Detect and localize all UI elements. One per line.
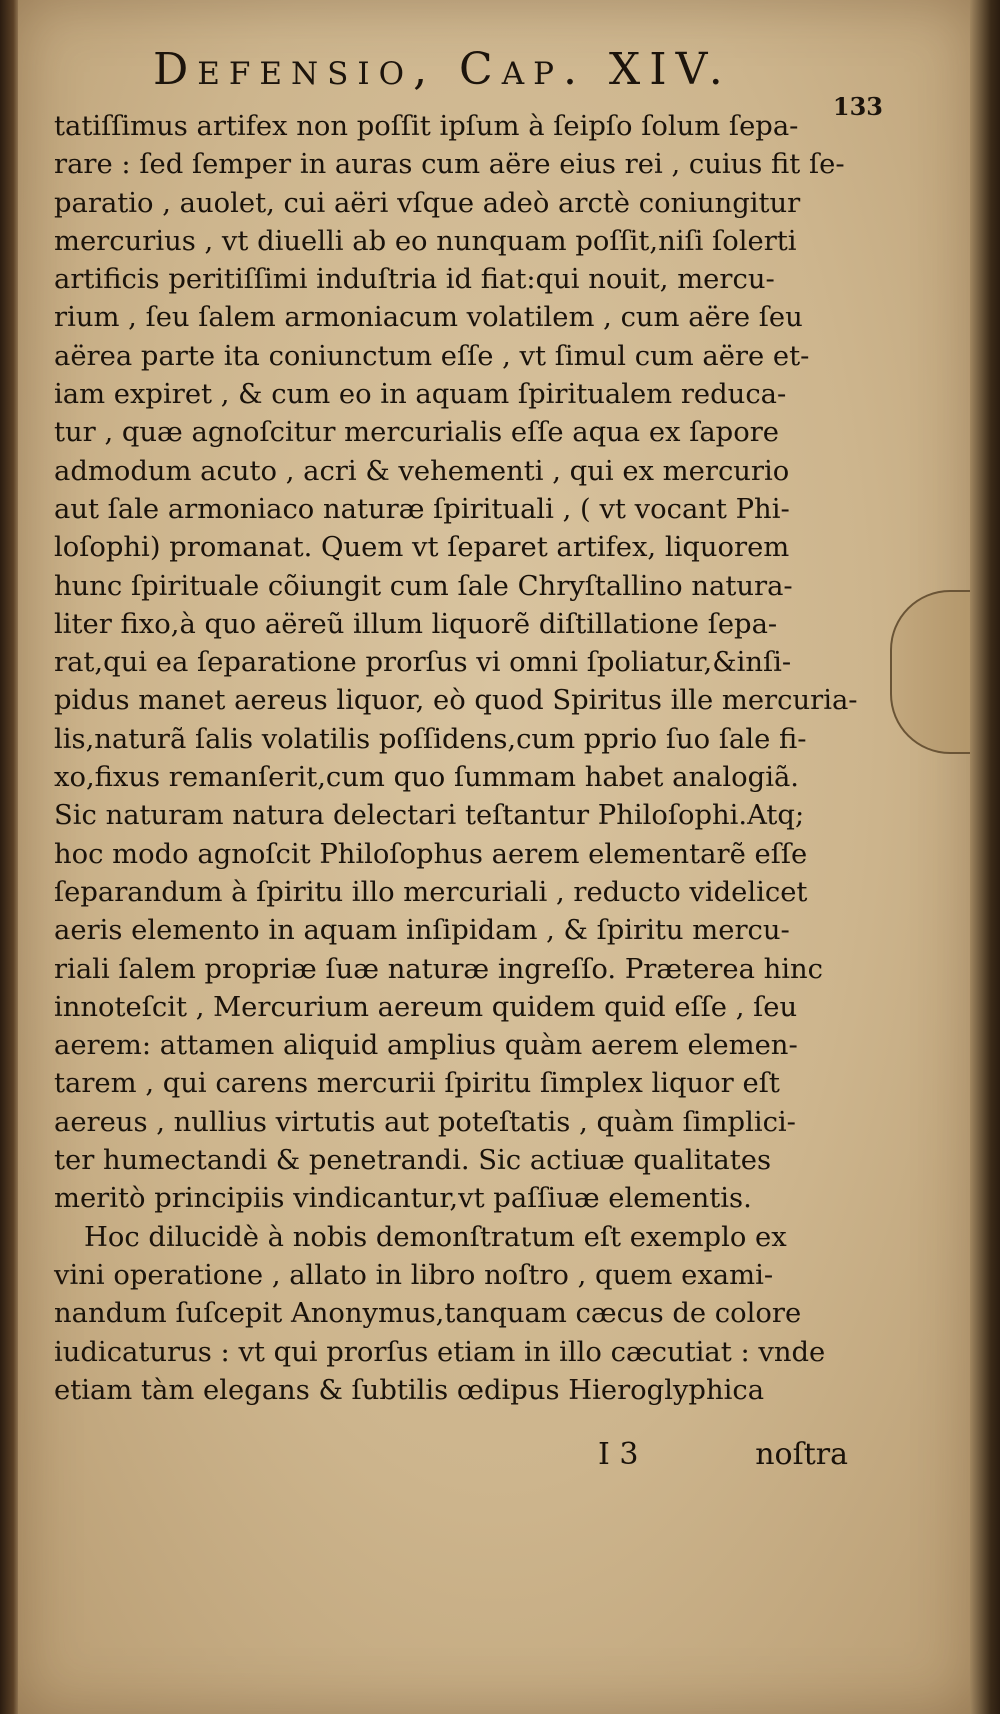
page-number: 133 xyxy=(832,92,883,121)
text-line: rat,qui ea ſeparatione prorſus vi omni ſpoliatur,&inſi- xyxy=(54,647,792,679)
body-text xyxy=(54,108,858,1410)
page-footer xyxy=(578,1437,848,1477)
text-line: loſophi) promanat. Quem vt ſeparet artifex, liquorem xyxy=(54,532,790,564)
text-line: artificis peritiſſimi induſtria id fiat:qui nouit, mercu- xyxy=(54,264,775,296)
book-edge-right xyxy=(970,0,1000,1714)
text-line: ſeparandum à ſpiritu illo mercuriali , reducto videlicet xyxy=(54,876,808,908)
text-line: Sic naturam natura delectari teſtantur Philoſophi.Atq; xyxy=(54,800,805,832)
text-line: ter humectandi & penetrandi. Sic actiuæ qualitates xyxy=(54,1145,771,1177)
text-line: tur , quæ agnoſcitur mercurialis eſſe aqua ex ſapore xyxy=(54,417,779,449)
text-line: aut ſale armoniaco naturæ ſpirituali , ( vt vocant Phi- xyxy=(54,493,790,525)
text-line: liter fixo,à quo aëreũ illum liquorẽ diſtillatione ſepa- xyxy=(54,608,778,640)
catchword: noſtra xyxy=(755,1437,848,1472)
text-line: admodum acuto , acri & vehementi , qui ex mercurio xyxy=(54,455,790,487)
page-header xyxy=(153,44,883,121)
text-line: etiam tàm elegans & ſubtilis œdipus Hieroglyphica xyxy=(54,1374,765,1406)
text-line: vini operatione , allato in libro noſtro , quem exami- xyxy=(54,1259,774,1291)
text-line: lis,naturã ſalis volatilis poſſidens,cum pprio ſuo ſale fi- xyxy=(54,723,807,755)
text-line: iam expiret , & cum eo in aquam ſpiritualem reduca- xyxy=(54,379,787,411)
text-line: paratio , auolet, cui aëri vſque adeò arctè coniungitur xyxy=(54,187,801,219)
text-line: riali ſalem propriæ ſuæ naturæ ingreſſo. Præterea hinc xyxy=(54,953,824,985)
text-line: aereus , nullius virtutis aut poteſtatis , quàm ſimplici- xyxy=(54,1106,796,1138)
text-line: xo,fixus remanſerit,cum quo ſummam habet analogiã. xyxy=(54,762,800,794)
text-line: meritò principiis vindicantur,vt paſſiuæ elementis. xyxy=(54,1183,752,1215)
text-line: aeris elemento in aquam inſipidam , & ſpiritu mercu- xyxy=(54,915,790,947)
running-head: Defensio, Cap. XIV. xyxy=(153,44,732,95)
text-line: innoteſcit , Mercurium aereum quidem quid eſſe , ſeu xyxy=(54,991,798,1023)
text-line: iudicaturus : vt qui prorſus etiam in illo cæcutiat : vnde xyxy=(54,1336,826,1368)
text-line: rare : ſed ſemper in auras cum aëre eius rei , cuius fit ſe- xyxy=(54,149,845,181)
text-line: tatiſſimus artifex non poſſit ipſum à ſeipſo ſolum ſepa- xyxy=(54,111,799,142)
text-line: hunc ſpirituale cõiungit cum ſale Chryſtallino natura- xyxy=(54,570,793,602)
text-line: mercurius , vt diuelli ab eo nunquam poſſit,niſi ſolerti xyxy=(54,225,797,257)
text-line: pidus manet aereus liquor, eò quod Spiritus ille mercuria- xyxy=(54,685,858,717)
text-line: aërea parte ita coniunctum eſſe , vt ſimul cum aëre et- xyxy=(54,340,810,372)
signature-mark: I 3 xyxy=(598,1437,639,1472)
text-line: nandum ſuſcepit Anonymus,tanquam cæcus de colore xyxy=(54,1298,802,1330)
book-clasp xyxy=(890,590,976,754)
text-line: tarem , qui carens mercurii ſpiritu ſimplex liquor eſt xyxy=(54,1068,780,1100)
text-line: hoc modo agnoſcit Philoſophus aerem elementarẽ eſſe xyxy=(54,838,808,870)
paragraph-start-line: Hoc dilucidè à nobis demonſtratum eſt exemplo ex xyxy=(84,1221,787,1253)
book-page xyxy=(18,0,976,1714)
text-line: aerem: attamen aliquid amplius quàm aerem elemen- xyxy=(54,1030,798,1062)
text-line: rium , ſeu ſalem armoniacum volatilem , cum aëre ſeu xyxy=(54,302,803,334)
